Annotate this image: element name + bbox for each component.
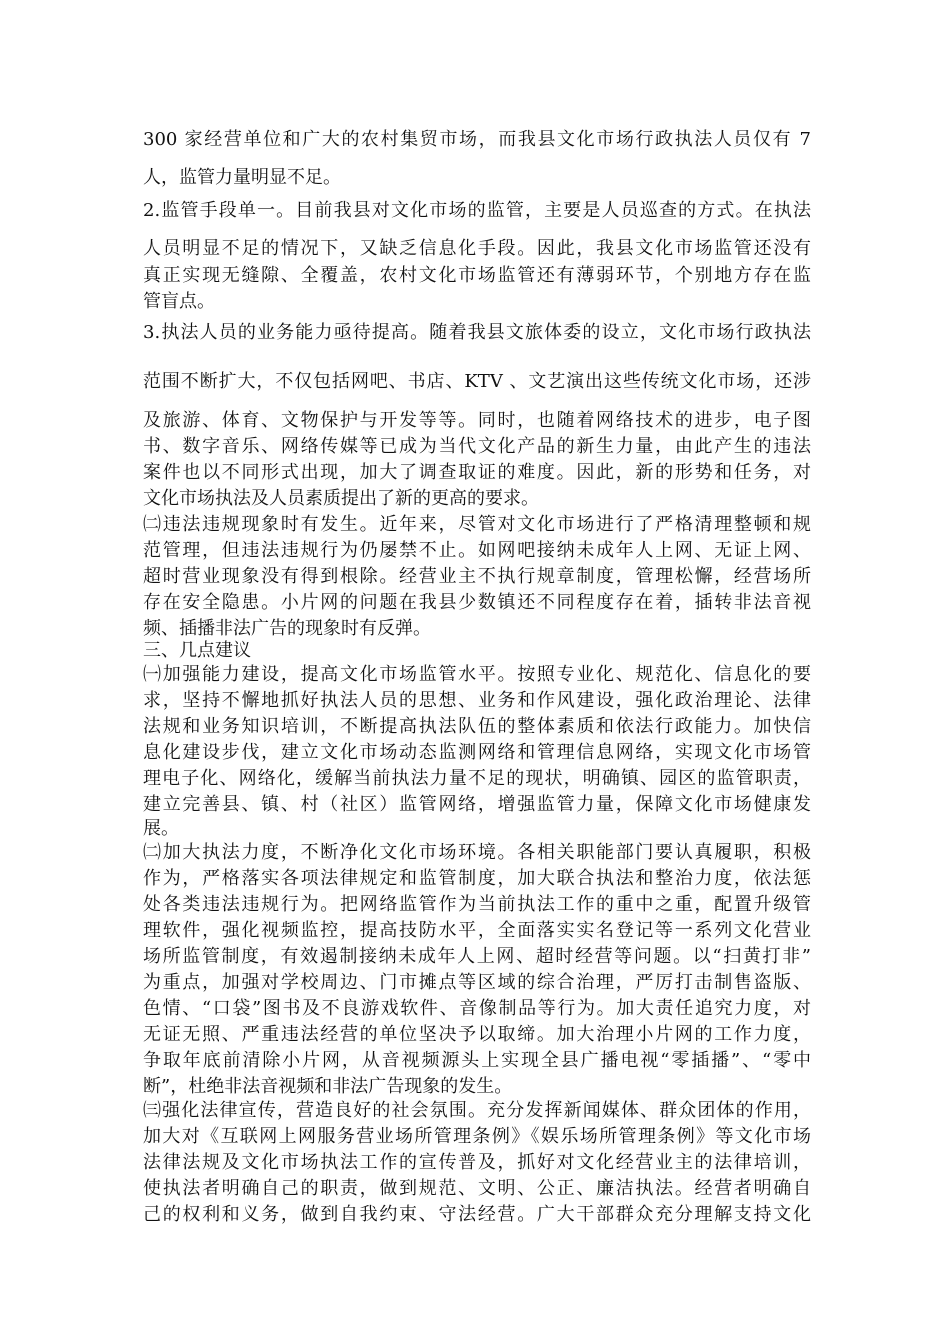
text-line: 作为，严格落实各项法律规定和监管制度，加大联合执法和整治力度，依法惩 (143, 868, 811, 889)
text-line: 己的权利和义务，做到自我约束、守法经营。广大干部群众充分理解支持文化 (143, 1204, 811, 1225)
text-line: 超时营业现象没有得到根除。经营业主不执行规章制度，管理松懈，经营场所 (143, 566, 811, 587)
text-line: ㈡违法违规现象时有发生。近年来，尽管对文化市场进行了严格清理整顿和规 (143, 514, 811, 535)
text-line: ㈡加大执法力度，不断净化文化市场环境。各相关职能部门要认真履职，积极 (143, 842, 811, 863)
text-line: 管盲点。 (143, 291, 215, 312)
text-line: ㈢强化法律宣传，营造良好的社会氛围。充分发挥新闻媒体、群众团体的作用， (143, 1100, 811, 1121)
text-line: 案件也以不同形式出现，加大了调查取证的难度。因此，新的形势和任务，对 (143, 462, 811, 483)
text-line: 争取年底前清除小片网，从音视频源头上实现全县广播电视“零插播”、“零中 (143, 1050, 811, 1071)
text-line: 使执法者明确自己的职责，做到规范、文明、公正、廉洁执法。经营者明确自 (143, 1178, 811, 1199)
text-line: 人员明显不足的情况下，又缺乏信息化手段。因此，我县文化市场监管还没有 (143, 238, 811, 259)
text-line: 及旅游、体育、文物保护与开发等等。同时，也随着网络技术的进步，电子图 (143, 410, 811, 431)
text-line: 书、数字音乐、网络传媒等已成为当代文化产品的新生力量，由此产生的违法 (143, 436, 811, 457)
text-line: 断”，杜绝非法音视频和非法广告现象的发生。 (143, 1076, 513, 1097)
text-line: 息化建设步伐，建立文化市场动态监测网络和管理信息网络，实现文化市场管 (143, 742, 811, 763)
text-line: 法律法规及文化市场执法工作的宣传普及，抓好对文化经营业主的法律培训， (143, 1152, 811, 1173)
text-line: 展。 (143, 818, 179, 839)
text-line: 理软件，强化视频监控，提高技防水平，全面落实实名登记等一系列文化营业 (143, 920, 811, 941)
text-line: 文化市场执法及人员素质提出了新的更高的要求。 (143, 488, 539, 509)
text-line: 求，坚持不懈地抓好执法人员的思想、业务和作风建设，强化政治理论、法律 (143, 690, 811, 711)
text-line: 理电子化、网络化，缓解当前执法力量不足的现状，明确镇、园区的监管职责， (143, 768, 811, 789)
text-line: 真正实现无缝隙、全覆盖，农村文化市场监管还有薄弱环节，个别地方存在监 (143, 265, 811, 286)
text-line: 建立完善县、镇、村（社区）监管网络，增强监管力量，保障文化市场健康发 (143, 794, 811, 815)
text-line: 无证无照、严重违法经营的单位坚决予以取缔。加大治理小片网的工作力度， (143, 1024, 811, 1045)
text-line: 频、插播非法广告的现象时有反弹。 (143, 618, 431, 639)
text-line: 人，监管力量明显不足。 (143, 167, 341, 188)
section-heading: 三、几点建议 (143, 640, 251, 661)
text-line: 300 家经营单位和广大的农村集贸市场，而我县文化市场行政执法人员仅有 7 (143, 129, 811, 150)
text-line: 3.执法人员的业务能力亟待提高。随着我县文旅体委的设立，文化市场行政执法 (143, 322, 811, 343)
text-line: 场所监管制度，有效遏制接纳未成年人上网、超时经营等问题。以“扫黄打非” (143, 946, 811, 967)
text-line: 法规和业务知识培训，不断提高执法队伍的整体素质和依法行政能力。加快信 (143, 716, 811, 737)
text-line: 范围不断扩大，不仅包括网吧、书店、KTV 、文艺演出这些传统文化市场，还涉 (143, 371, 811, 392)
text-line: 为重点，加强对学校周边、门市摊点等区域的综合治理，严厉打击制售盗版、 (143, 972, 811, 993)
text-line: 处各类违法违规行为。把网络监管作为当前执法工作的重中之重，配置升级管 (143, 894, 811, 915)
text-line: 存在安全隐患。小片网的问题在我县少数镇还不同程度存在着，插转非法音视 (143, 592, 811, 613)
text-line: 色情、“口袋”图书及不良游戏软件、音像制品等行为。加大责任追究力度，对 (143, 998, 811, 1019)
text-line: 范管理，但违法违规行为仍屡禁不止。如网吧接纳未成年人上网、无证上网、 (143, 540, 811, 561)
text-line: 加大对《互联网上网服务营业场所管理条例》《娱乐场所管理条例》等文化市场 (143, 1126, 811, 1147)
text-line: ㈠加强能力建设，提高文化市场监管水平。按照专业化、规范化、信息化的要 (143, 664, 811, 685)
text-line: 2.监管手段单一。目前我县对文化市场的监管，主要是人员巡查的方式。在执法 (143, 200, 811, 221)
